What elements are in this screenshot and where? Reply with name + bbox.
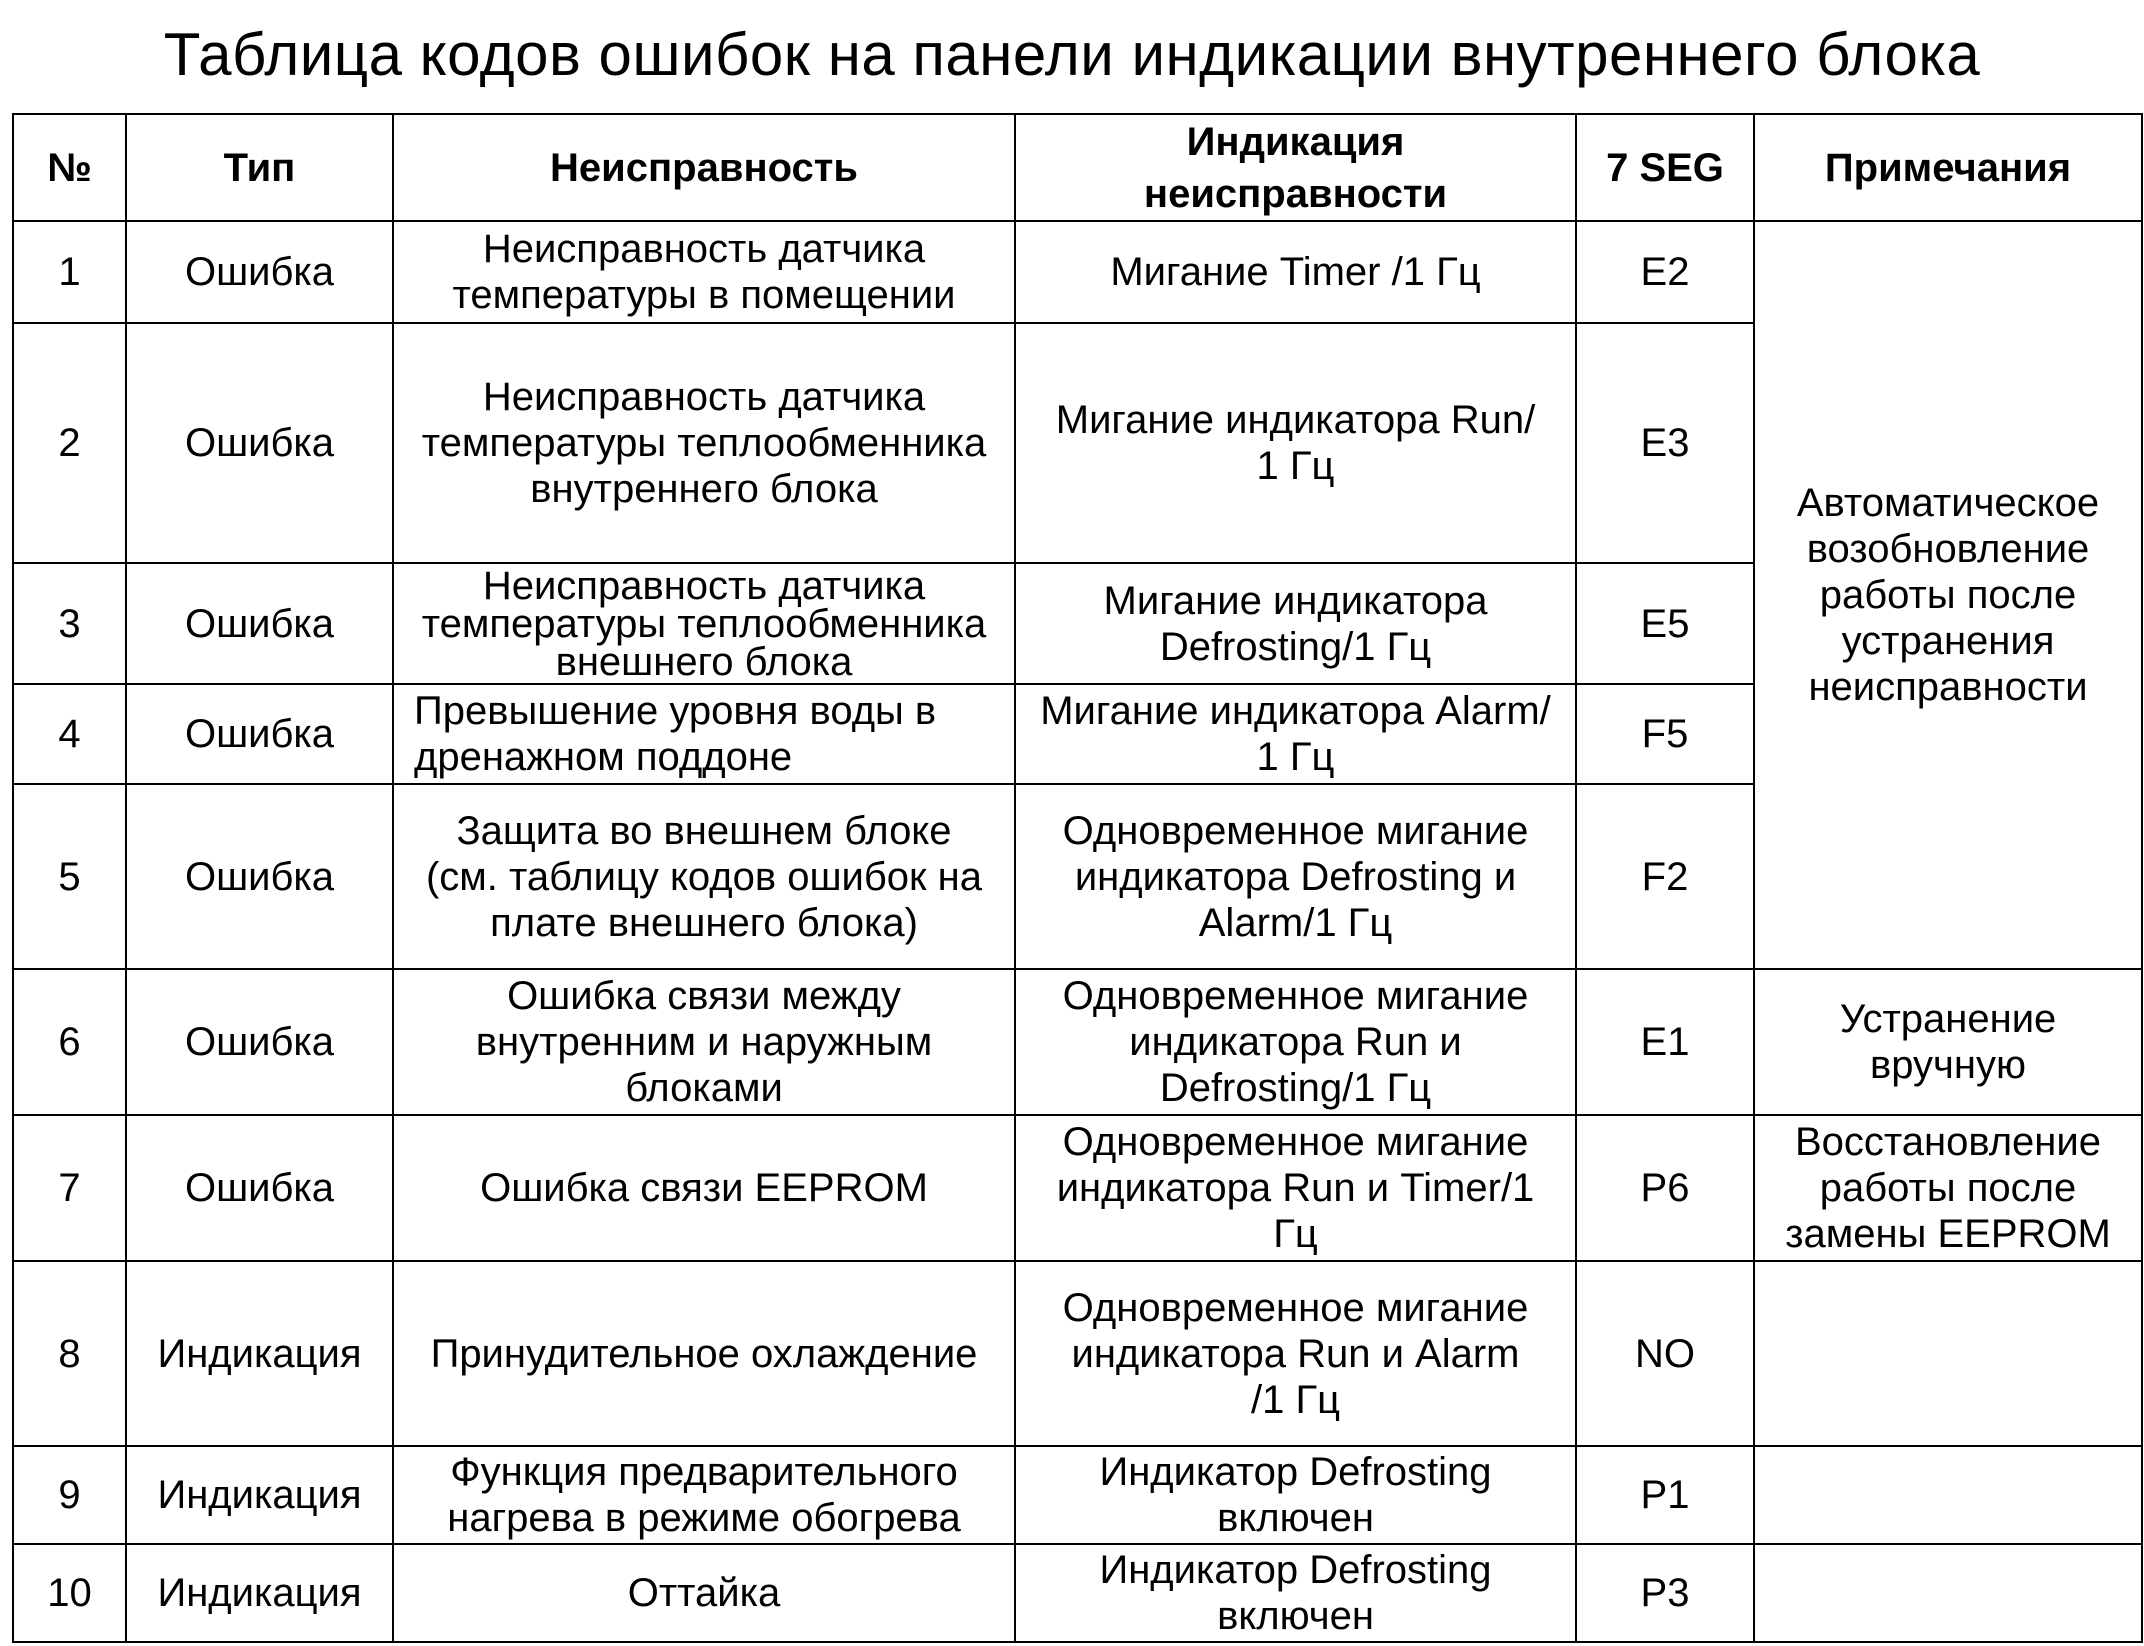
row-7seg-code: E2 [1576,221,1754,323]
row-type: Ошибка [126,221,393,323]
row-indication: Одновременное мигание индикатора Run и Alarm /1 Гц [1015,1261,1576,1446]
row-7seg-code: E3 [1576,323,1754,563]
row-fault: Неисправность датчика температуры теплообменника внешнего блока [393,563,1015,684]
error-codes-table [12,113,2143,1643]
row-7seg-code: F5 [1576,684,1754,784]
row-type: Индикация [126,1446,393,1544]
row-type: Индикация [126,1544,393,1642]
table-row [13,1544,2142,1642]
row-number: 9 [13,1446,126,1544]
row-fault: Принудительное охлаждение [393,1261,1015,1446]
row-indication: Мигание индикатора Defrosting/1 Гц [1015,563,1576,684]
header-type: Тип [126,114,393,221]
header-7seg: 7 SEG [1576,114,1754,221]
notes-empty [1754,1544,2142,1642]
header-notes: Примечания [1754,114,2142,221]
row-number: 2 [13,323,126,563]
page-title: Таблица кодов ошибок на панели индикации внутреннего блока [163,21,1981,88]
row-7seg-code: P6 [1576,1115,1754,1261]
notes-eeprom-replace: Восстановление работы после замены EEPROM [1754,1115,2142,1261]
row-number: 6 [13,969,126,1115]
row-7seg-code: E5 [1576,563,1754,684]
row-number: 10 [13,1544,126,1642]
row-number: 1 [13,221,126,323]
row-number: 5 [13,784,126,969]
row-indication: Мигание индикатора Run/ 1 Гц [1015,323,1576,563]
table-row [13,1261,2142,1446]
row-indication: Одновременное мигание индикатора Run и Timer/1 Гц [1015,1115,1576,1261]
row-7seg-code: F2 [1576,784,1754,969]
header-indication: Индикация неисправности [1015,114,1576,221]
row-indication: Одновременное мигание индикатора Run и Defrosting/1 Гц [1015,969,1576,1115]
row-indication: Индикатор Defrosting включен [1015,1446,1576,1544]
row-type: Ошибка [126,323,393,563]
notes-empty [1754,1261,2142,1446]
notes-auto-resume: Автоматическое возобновление работы после устранения неисправности [1754,221,2142,969]
row-number: 3 [13,563,126,684]
row-fault: Ошибка связи EEPROM [393,1115,1015,1261]
row-indication: Мигание индикатора Alarm/ 1 Гц [1015,684,1576,784]
table-row [13,221,2142,323]
row-7seg-code: P1 [1576,1446,1754,1544]
row-indication: Одновременное мигание индикатора Defrosting и Alarm/1 Гц [1015,784,1576,969]
row-number: 4 [13,684,126,784]
table-row [13,1115,2142,1261]
row-7seg-code: E1 [1576,969,1754,1115]
row-number: 8 [13,1261,126,1446]
table-row [13,1446,2142,1544]
row-type: Ошибка [126,684,393,784]
table-row [13,969,2142,1115]
header-fault: Неисправность [393,114,1015,221]
notes-manual-fix: Устранение вручную [1754,969,2142,1115]
header-number: № [13,114,126,221]
row-indication: Мигание Timer /1 Гц [1015,221,1576,323]
table-header-row [13,114,2142,221]
row-type: Ошибка [126,563,393,684]
row-fault: Неисправность датчика температуры в помещении [393,221,1015,323]
row-number: 7 [13,1115,126,1261]
row-fault: Функция предварительного нагрева в режиме обогрева [393,1446,1015,1544]
row-7seg-code: NO [1576,1261,1754,1446]
row-type: Ошибка [126,784,393,969]
row-fault: Оттайка [393,1544,1015,1642]
row-fault: Превышение уровня воды в дренажном поддоне [393,684,1015,784]
row-indication: Индикатор Defrosting включен [1015,1544,1576,1642]
notes-empty [1754,1446,2142,1544]
row-7seg-code: P3 [1576,1544,1754,1642]
row-fault: Защита во внешнем блоке (см. таблицу кодов ошибок на плате внешнего блока) [393,784,1015,969]
row-type: Ошибка [126,1115,393,1261]
row-fault: Ошибка связи между внутренним и наружным блоками [393,969,1015,1115]
row-fault: Неисправность датчика температуры теплообменника внутреннего блока [393,323,1015,563]
row-type: Индикация [126,1261,393,1446]
row-type: Ошибка [126,969,393,1115]
